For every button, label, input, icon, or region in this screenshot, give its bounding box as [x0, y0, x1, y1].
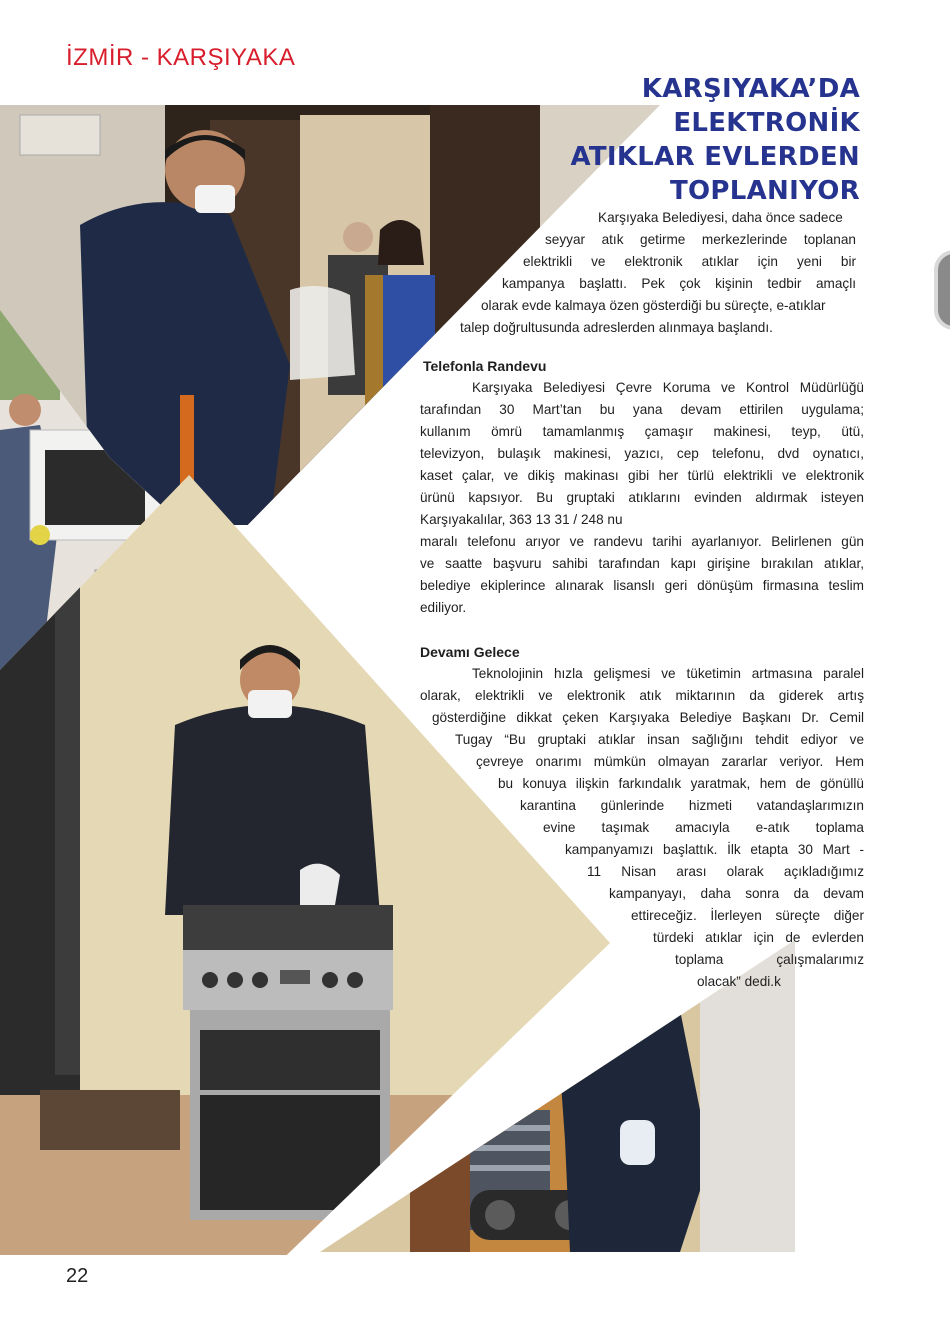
section1-line: kaset çalar, ve dikiş makinası gibi her türlü elektrikli ve elektronik — [420, 468, 864, 483]
section1-line: televizyon, bulaşık makinesi, yazıcı, cep telefonu, dvd oynatıcı, — [420, 446, 864, 461]
section2-line: çevreye onarımı mümkün olmayan zararlar veriyor. Hem — [476, 754, 864, 769]
section1-line: tarafından 30 Mart’tan bu yana devam ettirilen uygulama; — [420, 402, 864, 417]
article-headline — [570, 72, 860, 208]
headline-line: KARŞIYAKA’DA — [641, 74, 860, 104]
section1-line: Karşıyakalılar, 363 13 31 / 248 nu — [420, 512, 623, 527]
section2-line: türdeki atıklar için de evlerden — [653, 930, 864, 945]
intro-line: talep doğrultusunda adreslerden alınmaya başlandı. — [460, 320, 773, 335]
section2-line: bu konuya ilişkin farkındalık yaratmak, hem de gönüllü — [498, 776, 864, 791]
section2-line: 11 Nisan arası olarak açıkladığımız — [587, 864, 864, 879]
page-number: 22 — [66, 1265, 89, 1287]
intro-line: olarak evde kalmaya özen gösterdiği bu süreçte, e-atıklar — [481, 298, 826, 313]
section1-line: kullanım ömrü tamamlanmış çamaşır makinesi, teyp, ütü, — [420, 424, 864, 439]
section2-line: olacak” dedi.k — [697, 974, 781, 989]
section1-line: belediye ekiplerince alınarak lisanslı geri dönüşüm firmasına teslim — [420, 578, 864, 593]
section-title-telefonla-randevu: Telefonla Randevu — [423, 358, 547, 374]
section1-line: maralı telefonu arıyor ve randevu tarihi ayarlanıyor. Belirlenen gün — [420, 534, 864, 549]
section-label: İZMİR - KARŞIYAKA — [66, 44, 296, 71]
intro-line: Karşıyaka Belediyesi, daha önce sadece — [598, 210, 843, 225]
section2-line: evine taşımak amacıyla e-atık toplama — [543, 820, 864, 835]
section2-line: olarak, elektrikli ve elektronik atık miktarının da giderek artış — [420, 688, 864, 703]
section1-line: ediliyor. — [420, 600, 467, 615]
section2-line: ettireceğiz. İlerleyen süreçte diğer — [631, 908, 864, 923]
intro-line: seyyar atık getirme merkezlerinde toplanan — [545, 232, 856, 247]
section1-paragraph — [420, 377, 864, 619]
section2-line: kampanyamızı başlattık. İlk etapta 30 Mart - — [565, 842, 864, 857]
section2-line: Tugay “Bu gruptaki atıklar insan sağlığını tehdit ediyor ve — [455, 732, 864, 747]
headline-line: ELEKTRONİK — [673, 108, 860, 138]
section-title-devami-gelece: Devamı Gelece — [420, 644, 520, 660]
section1-line: ve saatte başvuru sahibi tarafından kapı girişine bırakılan atıklar, — [420, 556, 864, 571]
intro-line: elektrikli ve elektronik atıklar için yeni bir — [523, 254, 856, 269]
section1-line: ürünü kapsıyor. Bu gruptaki atıklarını evinden aldırmak isteyen — [420, 490, 864, 505]
headline-line: ATIKLAR EVLERDEN — [570, 142, 860, 172]
intro-line: kampanya başlattı. Pek çok kişinin tedbir amaçlı — [502, 276, 856, 291]
section2-line: karantina günlerinde hizmeti vatandaşlarımızın — [520, 798, 864, 813]
headline-line: TOPLANIYOR — [669, 176, 860, 206]
section2-line: toplama çalışmalarımız — [675, 952, 864, 967]
section2-line: kampanyayı, daha sonra da devam — [609, 886, 864, 901]
page-edge-tab — [934, 250, 950, 330]
section1-line: Karşıyaka Belediyesi Çevre Koruma ve Kontrol Müdürlüğü — [472, 380, 864, 395]
section2-line: Teknolojinin hızla gelişmesi ve tüketimin artmasına paralel — [472, 666, 864, 681]
section2-line: gösterdiğine dikkat çeken Karşıyaka Belediye Başkanı Dr. Cemil — [432, 710, 864, 725]
